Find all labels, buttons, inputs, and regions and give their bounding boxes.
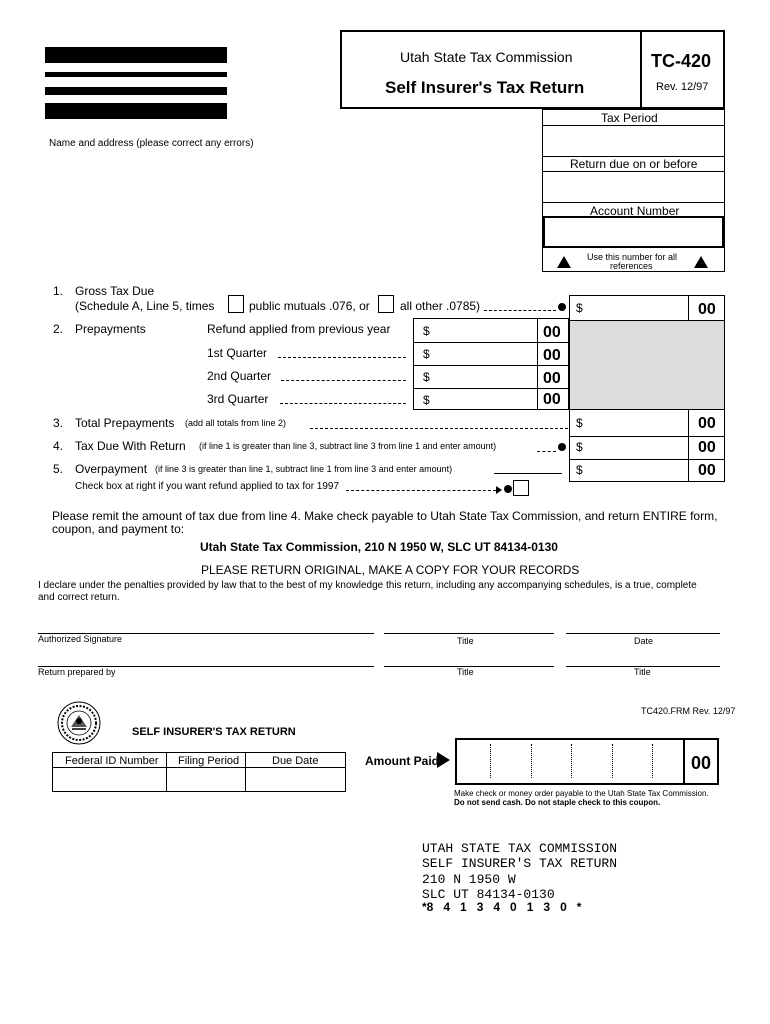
due-date-field[interactable] (248, 769, 343, 790)
header-bar-2 (45, 72, 227, 77)
line-1-sub: (Schedule A, Line 5, times (75, 299, 215, 313)
refund-apply-checkbox[interactable] (513, 480, 529, 496)
tax-period-label: Tax Period (601, 111, 658, 125)
line-3-amount[interactable] (588, 412, 685, 433)
q3-cents: 00 (543, 391, 561, 408)
preparer-title-field[interactable] (384, 647, 554, 665)
refund-check-label: Check box at right if you want refund applied to tax for 1997 (75, 481, 340, 492)
coupon-note-2: Do not send cash. Do not staple check to this coupon. (454, 798, 661, 807)
state-seal-icon (57, 701, 101, 745)
q1-leader (278, 357, 406, 358)
prepay-row-divider (413, 388, 569, 389)
signature-date-field[interactable] (566, 614, 720, 632)
all-other-checkbox[interactable] (378, 295, 394, 313)
name-address-label: Name and address (please correct any errors) (49, 138, 254, 149)
due-date-header: Due Date (272, 755, 319, 767)
prepay-row-divider (413, 365, 569, 366)
line-1-leader (484, 310, 556, 311)
form-revision: Rev. 12/97 (656, 81, 709, 93)
line-4-amount[interactable] (588, 438, 685, 457)
line-4-leader (537, 451, 556, 452)
line-4-bullet-icon (558, 443, 566, 451)
authorized-signature-field[interactable] (38, 614, 374, 632)
q3-dollar: $ (423, 393, 430, 407)
return-due-divider (542, 171, 725, 172)
preparer-title2-label: Title (634, 667, 651, 677)
line-3-number: 3. (53, 416, 64, 430)
amount-row-divider (569, 459, 725, 460)
line-3-label: Total Prepayments (75, 416, 175, 430)
use-number-note-2: references (610, 261, 653, 271)
mailing-line-2: SELF INSURER'S TAX RETURN (422, 856, 618, 871)
amount-column-shaded (570, 320, 724, 409)
date-line (566, 633, 720, 634)
refund-previous-label: Refund applied from previous year (207, 322, 391, 336)
line-2-label: Prepayments (75, 322, 146, 336)
mailing-line-3: 210 N 1950 W (422, 872, 516, 887)
q1-cents: 00 (543, 347, 561, 364)
prepared-by-field[interactable] (38, 647, 374, 665)
q1-label: 1st Quarter (207, 346, 268, 360)
authorized-signature-label: Authorized Signature (38, 634, 123, 644)
refund-arrow-icon (496, 486, 502, 494)
return-original-note: PLEASE RETURN ORIGINAL, MAKE A COPY FOR YOUR RECORDS (201, 563, 580, 577)
q3-amount[interactable] (434, 390, 534, 408)
barcode-digits: *8 4 1 3 4 0 1 3 0 * (422, 900, 582, 914)
filing-period-field[interactable] (169, 769, 242, 790)
line-5-number: 5. (53, 462, 64, 476)
declaration-line-2: and correct return. (38, 592, 120, 603)
amount-cents-divider (688, 295, 689, 320)
prepay-cents-divider (537, 318, 538, 410)
header-bar-3 (45, 87, 227, 95)
tax-period-divider (542, 125, 725, 126)
header-bar-4 (45, 103, 227, 119)
line-5-label: Overpayment (75, 462, 148, 476)
line-3-leader (310, 428, 568, 429)
coupon-title: SELF INSURER'S TAX RETURN (132, 726, 296, 738)
line-5-amount[interactable] (588, 461, 685, 480)
amount-paid-cents-divider (683, 740, 685, 783)
refund-previous-amount[interactable] (434, 321, 534, 340)
line-5-note: (if line 3 is greater than line 1, subtract line 1 from line 3 and enter amount) (155, 464, 453, 474)
public-mutuals-checkbox[interactable] (228, 295, 244, 313)
coupon-table-col-line (166, 752, 167, 792)
q2-leader (281, 380, 406, 381)
prepared-by-label: Return prepared by (38, 667, 116, 677)
amount-row-divider (569, 320, 725, 321)
header-bar-1 (45, 47, 227, 63)
line-1-number: 1. (53, 284, 64, 298)
federal-id-header: Federal ID Number (65, 755, 159, 767)
triangle-up-right-icon (694, 256, 708, 268)
date-label: Date (634, 636, 654, 646)
coupon-form-ref: TC420.FRM Rev. 12/97 (641, 706, 736, 716)
amount-cents-divider (688, 409, 689, 482)
line-3-dollar: $ (576, 416, 583, 430)
remit-line-2: coupon, and payment to: (52, 522, 185, 536)
line-2-number: 2. (53, 322, 64, 336)
amount-row-divider (569, 436, 725, 437)
line-5-dollar: $ (576, 463, 583, 477)
title-line (384, 633, 554, 634)
title-label: Title (457, 636, 474, 646)
refund-cents: 00 (543, 324, 561, 341)
mailing-line-1: UTAH STATE TAX COMMISSION (422, 841, 618, 856)
tax-period-field[interactable] (546, 129, 721, 153)
line-1-label: Gross Tax Due (75, 284, 155, 298)
line-4-number: 4. (53, 439, 64, 453)
use-number-note-1: Use this number for all (587, 252, 678, 262)
line-4-label: Tax Due With Return (75, 439, 186, 453)
preparer-title2-field[interactable] (566, 647, 720, 665)
amount-paid-label: Amount Paid (365, 754, 439, 768)
signature-title-field[interactable] (384, 614, 554, 632)
q2-label: 2nd Quarter (207, 369, 272, 383)
coupon-table-col-line (245, 752, 246, 792)
prepay-row-divider (413, 342, 569, 343)
amount-paid-arrow-icon (437, 752, 450, 768)
q3-leader (280, 403, 406, 404)
q2-amount[interactable] (434, 367, 534, 386)
return-due-field[interactable] (546, 175, 721, 199)
amount-row-divider (569, 409, 725, 410)
line-4-note: (if line 1 is greater than line 3, subtract line 3 from line 1 and enter amount) (199, 441, 497, 451)
line-5-leader (494, 473, 562, 474)
divider-account (542, 202, 725, 203)
remit-line-1: Please remit the amount of tax due from line 4. Make check payable to Utah State Tax Commission, and return ENTIRE form, (52, 509, 718, 523)
public-mutuals-label: public mutuals .076, or (249, 299, 370, 313)
amount-paid-field[interactable] (460, 745, 680, 778)
q2-dollar: $ (423, 370, 430, 384)
form-header-divider (640, 30, 642, 109)
line-1-cents: 00 (698, 301, 716, 318)
all-other-label: all other .0785) (400, 299, 481, 313)
line-3-note: (add all totals from line 2) (185, 418, 287, 428)
preparer-title-label: Title (457, 667, 474, 677)
line-4-dollar: $ (576, 440, 583, 454)
account-number-field[interactable] (548, 220, 719, 244)
line-5-cents: 00 (698, 462, 716, 479)
mailing-line-4: SLC UT 84134-0130 (422, 887, 555, 902)
form-number: TC-420 (651, 51, 712, 71)
line-3-cents: 00 (698, 415, 716, 432)
amount-paid-cents: 00 (691, 753, 712, 773)
q1-dollar: $ (423, 347, 430, 361)
refund-bullet-icon (504, 485, 512, 493)
form-title: Self Insurer's Tax Return (385, 78, 585, 97)
account-number-label: Account Number (590, 204, 680, 218)
federal-id-field[interactable] (55, 769, 163, 790)
declaration-line-1: I declare under the penalties provided by law that to the best of my knowledge this return, including any accompanying schedules, is a true, complete (38, 580, 697, 591)
refund-check-leader (346, 490, 496, 491)
agency-name: Utah State Tax Commission (400, 49, 573, 65)
q3-label: 3rd Quarter (207, 392, 269, 406)
return-due-label: Return due on or before (570, 157, 698, 171)
coupon-note-1: Make check or money order payable to the Utah State Tax Commission. (454, 789, 709, 798)
line-1-dollar: $ (576, 301, 583, 315)
filing-period-header: Filing Period (178, 755, 240, 767)
q2-cents: 00 (543, 370, 561, 387)
remit-address: Utah State Tax Commission, 210 N 1950 W, SLC UT 84134-0130 (200, 540, 558, 554)
line-1-amount[interactable] (588, 298, 685, 318)
line-1-bullet-icon (558, 303, 566, 311)
triangle-up-left-icon (557, 256, 571, 268)
q1-amount[interactable] (434, 344, 534, 363)
coupon-table-header-line (52, 767, 346, 768)
line-4-cents: 00 (698, 439, 716, 456)
refund-dollar: $ (423, 324, 430, 338)
